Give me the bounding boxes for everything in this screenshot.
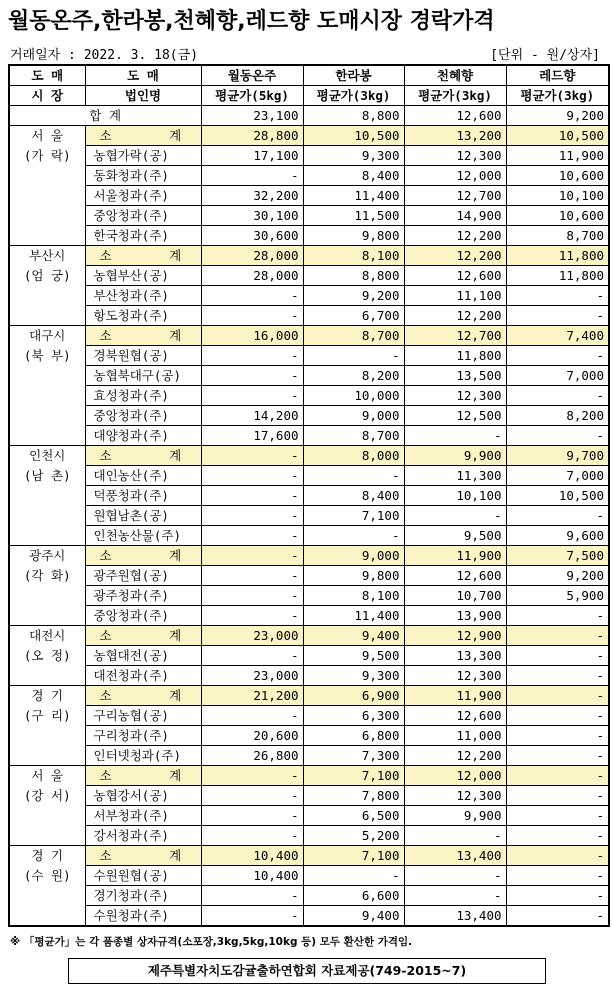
price-cell: 6,500 <box>303 806 404 826</box>
price-cell: 8,700 <box>303 426 404 446</box>
price-cell: - <box>506 426 609 446</box>
market-name-line: (가 락) <box>23 148 71 163</box>
price-cell: - <box>201 806 303 826</box>
table-row <box>9 646 609 666</box>
table-row <box>9 866 609 886</box>
header-product-1-unit: 평균가(5kg) <box>201 86 303 106</box>
price-cell: - <box>201 546 303 566</box>
table-row <box>9 286 609 306</box>
company-name: 농협강서(공) <box>85 786 201 806</box>
price-cell: - <box>506 666 609 686</box>
company-name: 서울청과(주) <box>85 186 201 206</box>
price-cell: 13,400 <box>404 906 506 927</box>
price-cell: 13,400 <box>404 846 506 866</box>
table-row <box>9 746 609 766</box>
price-cell: 9,500 <box>404 526 506 546</box>
header-market-2: 시 장 <box>9 86 85 106</box>
price-cell: 10,400 <box>201 846 303 866</box>
price-cell: - <box>303 526 404 546</box>
price-cell: - <box>303 346 404 366</box>
subtotal-row <box>9 626 609 646</box>
company-name: 농협대전(공) <box>85 646 201 666</box>
price-cell: - <box>506 286 609 306</box>
header-company-2: 법인명 <box>85 86 201 106</box>
market-cell <box>9 126 85 246</box>
company-name: 중앙청과(주) <box>85 406 201 426</box>
table-row <box>9 466 609 486</box>
company-name: 농협북대구(공) <box>85 366 201 386</box>
subtotal-label: 소 계 <box>85 246 201 266</box>
total-value: 8,800 <box>303 106 404 126</box>
price-cell: 10,500 <box>506 486 609 506</box>
price-cell: 11,900 <box>404 546 506 566</box>
price-cell: - <box>201 826 303 846</box>
price-cell: - <box>404 886 506 906</box>
price-cell: 12,300 <box>404 386 506 406</box>
price-cell: - <box>201 906 303 927</box>
price-cell: 9,300 <box>303 666 404 686</box>
price-cell: 7,100 <box>303 846 404 866</box>
price-cell: - <box>404 426 506 446</box>
price-cell: 12,700 <box>404 326 506 346</box>
company-name: 대양청과(주) <box>85 426 201 446</box>
market-cell <box>9 686 85 766</box>
table-row <box>9 406 609 426</box>
company-name: 동화청과(주) <box>85 166 201 186</box>
market-name-line: (오 정) <box>23 648 71 663</box>
price-cell: - <box>506 646 609 666</box>
company-name: 대전청과(주) <box>85 666 201 686</box>
price-cell: - <box>201 886 303 906</box>
header-company: 도 매 <box>85 65 201 86</box>
company-name: 농협가락(공) <box>85 146 201 166</box>
table-row <box>9 526 609 546</box>
price-cell: - <box>201 366 303 386</box>
price-cell: 10,700 <box>404 586 506 606</box>
price-cell: 13,900 <box>404 606 506 626</box>
header-market: 도 매 <box>9 65 85 86</box>
total-value: 23,100 <box>201 106 303 126</box>
price-cell: 7,300 <box>303 746 404 766</box>
market-name-line: 대구시 <box>29 328 66 343</box>
table-row <box>9 586 609 606</box>
price-cell: 17,600 <box>201 426 303 446</box>
table-row <box>9 786 609 806</box>
subtotal-label: 소 계 <box>85 846 201 866</box>
price-cell: - <box>404 506 506 526</box>
market-cell <box>9 326 85 446</box>
price-cell: - <box>201 446 303 466</box>
price-cell: 12,000 <box>404 166 506 186</box>
price-cell: - <box>506 766 609 786</box>
price-cell: 12,200 <box>404 306 506 326</box>
price-cell: 12,300 <box>404 666 506 686</box>
price-cell: 7,100 <box>303 766 404 786</box>
price-cell: 6,900 <box>303 686 404 706</box>
subtotal-row <box>9 846 609 866</box>
price-cell: 11,400 <box>303 606 404 626</box>
price-cell: - <box>506 886 609 906</box>
header-product-3: 천혜향 <box>404 65 506 86</box>
subtotal-row <box>9 686 609 706</box>
company-name: 경기청과(주) <box>85 886 201 906</box>
source-box: 제주특별자치도감귤출하연합회 자료제공(749-2015~7) <box>68 958 546 984</box>
subtotal-row <box>9 766 609 786</box>
header-product-4: 레드향 <box>506 65 609 86</box>
market-name-line: 대전시 <box>29 628 66 643</box>
price-cell: 10,600 <box>506 206 609 226</box>
price-cell: 8,100 <box>303 586 404 606</box>
price-cell: - <box>303 866 404 886</box>
price-cell: - <box>201 706 303 726</box>
market-name-line: 경 기 <box>31 848 64 863</box>
price-cell: 10,000 <box>303 386 404 406</box>
price-cell: - <box>506 386 609 406</box>
price-cell: 28,000 <box>201 266 303 286</box>
footnote: ※ 「평균가」는 각 품종별 상자규격(소포장,3kg,5kg,10kg 등) 모두 환산한 가격임. <box>10 936 413 948</box>
price-cell: - <box>201 586 303 606</box>
price-cell: 11,800 <box>404 346 506 366</box>
price-cell: 6,300 <box>303 706 404 726</box>
header-product-3-unit: 평균가(3kg) <box>404 86 506 106</box>
company-name: 수원원협(공) <box>85 866 201 886</box>
market-cell <box>9 766 85 846</box>
market-name-line: 부산시 <box>29 248 66 263</box>
price-cell: 9,000 <box>303 406 404 426</box>
price-cell: 14,900 <box>404 206 506 226</box>
price-cell: 8,700 <box>506 226 609 246</box>
price-cell: - <box>506 506 609 526</box>
price-cell: 16,000 <box>201 326 303 346</box>
price-cell: 28,800 <box>201 126 303 146</box>
price-cell: 7,000 <box>506 366 609 386</box>
price-cell: 12,900 <box>404 626 506 646</box>
price-cell: - <box>506 906 609 927</box>
company-name: 광주청과(주) <box>85 586 201 606</box>
price-cell: 13,200 <box>404 126 506 146</box>
market-name-line: (북 부) <box>23 348 71 363</box>
subtotal-label: 소 계 <box>85 326 201 346</box>
price-cell: 21,200 <box>201 686 303 706</box>
price-cell: 11,500 <box>303 206 404 226</box>
header-product-4-unit: 평균가(3kg) <box>506 86 609 106</box>
unit-label: [단위 - 원/상자] <box>490 48 600 63</box>
subtotal-row <box>9 126 609 146</box>
price-cell: - <box>303 466 404 486</box>
price-cell: 7,800 <box>303 786 404 806</box>
price-cell: 10,100 <box>506 186 609 206</box>
price-cell: - <box>404 826 506 846</box>
company-name: 구리농협(공) <box>85 706 201 726</box>
market-name-line: (강 서) <box>23 788 71 803</box>
price-cell: - <box>506 786 609 806</box>
price-cell: 8,200 <box>506 406 609 426</box>
price-cell: - <box>201 486 303 506</box>
price-cell: - <box>201 566 303 586</box>
price-cell: 6,600 <box>303 886 404 906</box>
price-cell: 10,500 <box>303 126 404 146</box>
market-cell <box>9 846 85 927</box>
company-name: 농협부산(공) <box>85 266 201 286</box>
market-cell <box>9 446 85 546</box>
company-name: 광주원협(공) <box>85 566 201 586</box>
price-cell: 12,200 <box>404 226 506 246</box>
price-cell: 17,100 <box>201 146 303 166</box>
price-cell: 32,200 <box>201 186 303 206</box>
company-name: 부산청과(주) <box>85 286 201 306</box>
price-cell: - <box>201 346 303 366</box>
price-cell: 9,800 <box>303 226 404 246</box>
price-cell: 8,400 <box>303 166 404 186</box>
price-cell: 20,600 <box>201 726 303 746</box>
price-cell: 5,900 <box>506 586 609 606</box>
price-cell: - <box>506 626 609 646</box>
table-row <box>9 566 609 586</box>
price-cell: - <box>201 506 303 526</box>
table-row <box>9 426 609 446</box>
price-cell: 9,700 <box>506 446 609 466</box>
price-cell: - <box>201 306 303 326</box>
price-cell: 5,200 <box>303 826 404 846</box>
price-cell: 23,000 <box>201 626 303 646</box>
table-row <box>9 366 609 386</box>
company-name: 덕풍청과(주) <box>85 486 201 506</box>
price-cell: 10,100 <box>404 486 506 506</box>
total-label: 합 계 <box>9 106 201 126</box>
subtotal-label: 소 계 <box>85 126 201 146</box>
company-name: 서부청과(주) <box>85 806 201 826</box>
table-row <box>9 266 609 286</box>
price-cell: - <box>506 826 609 846</box>
subtotal-label: 소 계 <box>85 446 201 466</box>
price-cell: 6,800 <box>303 726 404 746</box>
price-cell: 11,900 <box>404 686 506 706</box>
price-cell: 9,400 <box>303 626 404 646</box>
price-cell: - <box>201 386 303 406</box>
page-title: 월동온주,한라봉,천혜향,레드향 도매시장 경락가격 <box>8 9 495 34</box>
price-cell: - <box>506 726 609 746</box>
market-name-line: (구 리) <box>23 708 71 723</box>
company-name: 인터넷청과(주) <box>85 746 201 766</box>
company-name: 수원청과(주) <box>85 906 201 927</box>
table-row <box>9 726 609 746</box>
table-row <box>9 826 609 846</box>
table-row <box>9 226 609 246</box>
company-name: 효성청과(주) <box>85 386 201 406</box>
price-cell: 11,100 <box>404 286 506 306</box>
table-row <box>9 186 609 206</box>
price-cell: 12,600 <box>404 566 506 586</box>
total-row <box>9 106 609 126</box>
table-row <box>9 166 609 186</box>
price-cell: 10,600 <box>506 166 609 186</box>
company-name: 항도청과(주) <box>85 306 201 326</box>
price-cell: 9,500 <box>303 646 404 666</box>
price-cell: 12,600 <box>404 706 506 726</box>
price-cell: 7,500 <box>506 546 609 566</box>
trade-date: 거래일자 : 2022. 3. 18(금) <box>10 48 199 63</box>
price-cell: - <box>201 466 303 486</box>
header-product-1: 월동온주 <box>201 65 303 86</box>
subtotal-label: 소 계 <box>85 766 201 786</box>
market-name-line: (엄 궁) <box>23 268 71 283</box>
price-cell: 8,100 <box>303 246 404 266</box>
subtotal-label: 소 계 <box>85 626 201 646</box>
price-cell: 14,200 <box>201 406 303 426</box>
market-name-line: 인천시 <box>29 448 66 463</box>
price-cell: 8,200 <box>303 366 404 386</box>
market-name-line: (남 촌) <box>23 468 71 483</box>
price-cell: - <box>506 846 609 866</box>
total-value: 9,200 <box>506 106 609 126</box>
price-cell: 8,800 <box>303 266 404 286</box>
price-cell: - <box>404 866 506 886</box>
price-cell: - <box>506 706 609 726</box>
price-cell: 12,700 <box>404 186 506 206</box>
price-cell: 12,600 <box>404 266 506 286</box>
table-row <box>9 886 609 906</box>
company-name: 원협남촌(공) <box>85 506 201 526</box>
table-row <box>9 706 609 726</box>
price-cell: 8,000 <box>303 446 404 466</box>
price-cell: 9,600 <box>506 526 609 546</box>
price-cell: - <box>506 806 609 826</box>
subtotal-row <box>9 546 609 566</box>
price-cell: 30,600 <box>201 226 303 246</box>
price-cell: 23,000 <box>201 666 303 686</box>
price-cell: 13,500 <box>404 366 506 386</box>
price-cell: 7,400 <box>506 326 609 346</box>
subtotal-row <box>9 246 609 266</box>
price-cell: 9,800 <box>303 566 404 586</box>
table-row <box>9 346 609 366</box>
price-cell: - <box>201 526 303 546</box>
price-cell: - <box>201 646 303 666</box>
market-name-line: 경 기 <box>31 688 64 703</box>
company-name: 한국청과(주) <box>85 226 201 246</box>
market-name-line: 광주시 <box>29 548 66 563</box>
price-cell: 9,300 <box>303 146 404 166</box>
price-cell: 11,000 <box>404 726 506 746</box>
market-name-line: (각 화) <box>23 568 71 583</box>
price-cell: 12,500 <box>404 406 506 426</box>
price-cell: 12,200 <box>404 746 506 766</box>
market-name-line: (수 원) <box>23 868 71 883</box>
company-name: 대인농산(주) <box>85 466 201 486</box>
header-product-2: 한라봉 <box>303 65 404 86</box>
total-value: 12,600 <box>404 106 506 126</box>
price-cell: - <box>506 746 609 766</box>
table-row <box>9 146 609 166</box>
header-product-2-unit: 평균가(3kg) <box>303 86 404 106</box>
market-cell <box>9 546 85 626</box>
company-name: 경북원협(공) <box>85 346 201 366</box>
price-cell: 7,100 <box>303 506 404 526</box>
price-cell: 12,000 <box>404 766 506 786</box>
price-cell: - <box>201 606 303 626</box>
price-cell: - <box>201 786 303 806</box>
price-cell: 10,400 <box>201 866 303 886</box>
price-cell: 9,900 <box>404 806 506 826</box>
company-name: 강서청과(주) <box>85 826 201 846</box>
table-row <box>9 486 609 506</box>
price-cell: 9,000 <box>303 546 404 566</box>
price-cell: 9,400 <box>303 906 404 927</box>
price-cell: 6,700 <box>303 306 404 326</box>
price-cell: 8,400 <box>303 486 404 506</box>
market-cell <box>9 246 85 326</box>
price-cell: 11,300 <box>404 466 506 486</box>
price-cell: - <box>201 286 303 306</box>
table-row <box>9 806 609 826</box>
price-cell: 9,200 <box>303 286 404 306</box>
subtotal-label: 소 계 <box>85 686 201 706</box>
market-name-line: 서 울 <box>31 128 64 143</box>
price-table <box>8 64 610 927</box>
price-cell: - <box>506 306 609 326</box>
table-row <box>9 506 609 526</box>
table-row <box>9 606 609 626</box>
subtotal-row <box>9 326 609 346</box>
price-cell: 9,200 <box>506 566 609 586</box>
price-cell: 9,900 <box>404 446 506 466</box>
price-cell: 26,800 <box>201 746 303 766</box>
price-cell: 28,000 <box>201 246 303 266</box>
table-row <box>9 306 609 326</box>
price-cell: - <box>506 686 609 706</box>
table-row <box>9 206 609 226</box>
price-cell: 12,300 <box>404 786 506 806</box>
company-name: 구리청과(주) <box>85 726 201 746</box>
price-cell: 8,700 <box>303 326 404 346</box>
price-cell: 11,800 <box>506 266 609 286</box>
market-name-line: 서 울 <box>31 768 64 783</box>
table-row <box>9 666 609 686</box>
price-cell: 30,100 <box>201 206 303 226</box>
price-cell: - <box>201 766 303 786</box>
price-cell: - <box>201 166 303 186</box>
company-name: 중앙청과(주) <box>85 206 201 226</box>
price-cell: 13,300 <box>404 646 506 666</box>
price-cell: - <box>506 866 609 886</box>
price-cell: - <box>506 606 609 626</box>
table-row <box>9 906 609 927</box>
price-cell: - <box>506 346 609 366</box>
subtotal-row <box>9 446 609 466</box>
market-cell <box>9 626 85 686</box>
price-cell: 10,500 <box>506 126 609 146</box>
table-row <box>9 386 609 406</box>
price-cell: 12,300 <box>404 146 506 166</box>
price-cell: 11,800 <box>506 246 609 266</box>
company-name: 인천농산물(주) <box>85 526 201 546</box>
price-cell: 11,400 <box>303 186 404 206</box>
price-cell: 11,900 <box>506 146 609 166</box>
price-cell: 7,000 <box>506 466 609 486</box>
price-cell: 12,200 <box>404 246 506 266</box>
company-name: 중앙청과(주) <box>85 606 201 626</box>
subtotal-label: 소 계 <box>85 546 201 566</box>
